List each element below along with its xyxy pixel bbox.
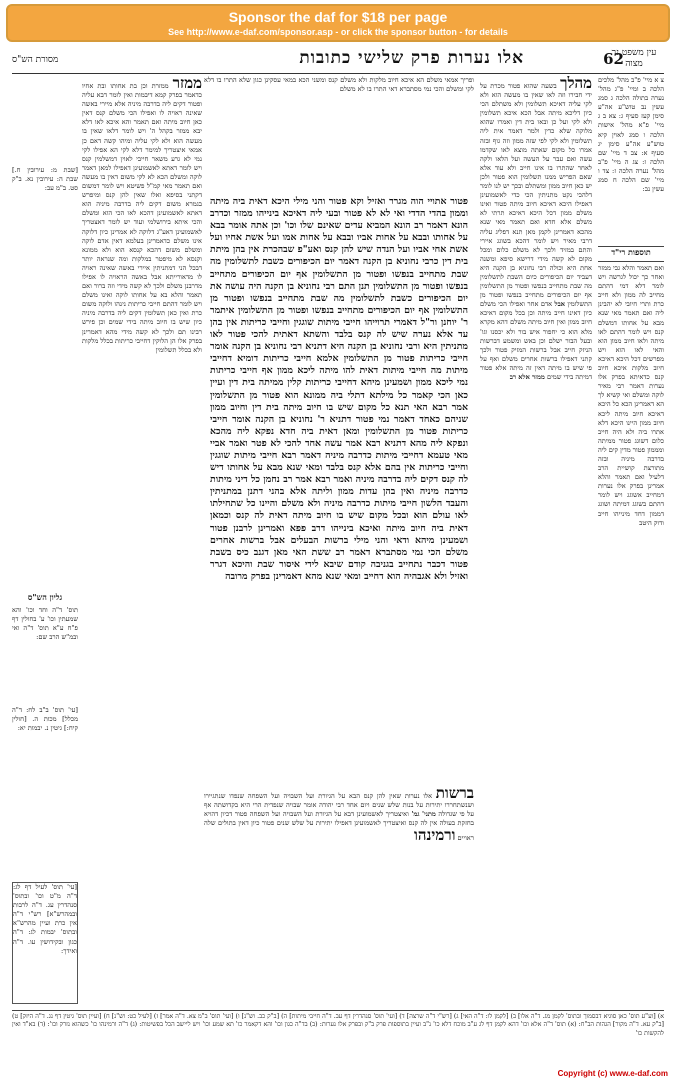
mishnah-label: מתני': [421, 810, 436, 819]
tosafot-rid-title: [598, 246, 664, 262]
talmud-page: [12, 46, 664, 1064]
copyright[interactable]: Copyright (c) www.e-daf.com: [557, 1069, 668, 1078]
gilyon-title-text: גליון הש"ס: [27, 592, 63, 602]
gemara-text2: ואיצטריך לאשמועינן דבא על הגיורת ועל השבויה ועל השפחה פטור דכיון דהויא בחזקת בעולה אין לה קנס ואיצטריך לאשמועינן דאפילו יתירות על שלש שנים פטור כיון דאין בתולים שלה ראויים: [204, 810, 474, 843]
tosafot-rid-column: [598, 264, 664, 1006]
gilyon-title: [12, 592, 78, 604]
tosafot-lead-word: ממזר: [172, 76, 202, 92]
tosafot-text: ממזרת וכן בת אחותו ובת אחיו כדאמר בפרק קמא דיבמות ואין לומר דבא עליה ופטור דקים ליה בדרבה מיניה אלא מיירי באשה שאינה ראויה לו ואפילו הכי משלם קנס דאין כאן חיוב מיתה ואם תאמר והא איכא לאו דלא יבא ממזר בקהל ה' ויש לומר דלאו שאין בו מעשה הוא ולא לקי עליה ומיהו קשה דאם כן אמאי איצטריך למימר דלא לקי הא אפילו לקי נמי לא גרע משאר חייבי לאוין דמשלמין קנס ויש לומר דאתא לאשמועינן דאפילו למאן דאמר לוקה ומשלם הכא לא לקי משום דאין בו מעשה ואם תאמר מאי קמ"ל פשיטא ויש לומר דמשום דקתני בסיפא ואלו שאין להן קנס ומיפרש בגמרא משום דקים ליה בדרבה מיניה הוא דאתא לאשמועינן דהכא לאו הכי הוא ומשלם והכי איתא בירושלמי ועוד יש לומר דאצטריך לאשמועינן דאע"ג דלוקה לא אמרינן כיון דלוקה אינו משלם כדאמרינן בעלמא דאין אדם לוקה ומשלם משום דהכא קנסא הוא ולא ממונא וקנסא לא מיפטר במלקות ומה שנראה יותר דבכל הני דמתניתין איירי באשה שאינה ראויה לו מדאורייתא אבל באשה הראויה לו אפילו מדרבנן משלם ולכך לא קשה מידי וזה ברור ואם תאמר והלא בא על אחותו לוקה ואינו משלם ויש לומר דהתם חייבי כריתות נינהו ולוקה משום כרת ואין כאן תשלומין דקים ליה בדרבה מיניה כיון שיש בו חיוב מיתה בידי שמים וכן פירש רבינו תם ולכך לא קשה מידי מהא דאמרינן בפרק אלו הן הלוקין דחייבי כריתות בכלל מלקות ולא בכלל תשלומין: [82, 82, 202, 354]
rashi-box3-label: אלא: [518, 373, 530, 381]
header-rule: [12, 73, 664, 74]
rashi-lead-word: מהלך: [560, 76, 592, 92]
ein-mishpat-column: [598, 76, 664, 240]
mesorah-notes: [שבת מ: עירובין ח.] שבת ה: עירובין נא. ב"ק סט. ב"מ עב:: [12, 166, 78, 193]
tosafot-column: [82, 76, 202, 1006]
tosafot-lead3: ורמינהו: [414, 826, 456, 845]
gemara-text: פטור אתויי הוה מגרר ואזיל וקא פטור והני מילי היכא דאית ביה מיתה וממון בהדי הדדי ואי לא לא פטור ובעי ליה דאיכא בינייהו ממזר וכדרב הונא דאמר רב הונא המביא עדים שאינם שלו וכו' וכן אתה אומר בבא על אחותו ובבא על אחות אביו ובבא על אחות אמו ועל אשת אחיו ועל אשת אחי אביו ועל הנדה שיש להן קנס ואע"פ שבהכרת אין בהן מיתת בית דין כרבי נחוניא בן הקנה דאמר יום הכיפורים כשבת לתשלומין מה שבת מתחייב בנפשו ופטור מן התשלומין אף יום הכיפורים מתחייב בנפשו ופטור מן התשלומין תנן התם רבי נחוניא בן הקנה היה עושה את יום הכיפורים כשבת לתשלומין מה שבת מתחייב בנפשו ופטור מן התשלומין אף יום הכיפורים מתחייב בנפשו ופטור מן התשלומין איתמר ר' יוחנן ור"ל דאמרי תרוייהו חייבי מיתות שוגגין וחייבי כריתות אין בהן עד אלא נערה שיש לה קנס בלבד והשתא דאתית להכי פטור לאו מתניתין היא ורבי נחוניא בן הקנה היא דתניא רבי נחוניא בן הקנה אומר חייבי כריתות פטור מן התשלומין אלמא חייבי כריתות דומיא דחייבי מיתות מה חייבי מיתות דאית להו מיתה ליכא ממון אף חייבי כריתות נמי ליכא ממון ושמעינן מיהא דחייבי כריתות קלין ממיתה בית דין ועיין כאן הכי קאמר כל מילתא דתלי ביה ממונא הוא פטור מן התשלומין אמר רבא האי תנא כל מקום שיש בו חיוב מיתה בית דין וחיוב ממון שניהם כאחד דאמר נמי פטור דתניא ר' נחוניא בן הקנה אומר חייבי כריתות פטור מן התשלומין ומאן דאית ביה חדא נפקא ליה מהכא ונפקא ליה מהא דתניא רבא אמר עשה אחד להכי לא פטר ואמר אביי מאי טעמא דחייבי מיתות כדרבה מיניה דאמר רבא חייבי מיתות שוגגין וחייבי כריתות אין בהם אלא קנס בלבד ומאי שנא מבא על אחותו דיש לה קנס דקים ליה בדרבה מיניה ואמר רבא אמר רב נחמן כל דיני מיתות כדרבה מיניה ואין בהן עדות ממון וליתה אלא בהני דתנן במתניתין והעבד הלשון חייבי מיתות כדרבה מיניה ולא משלם והיינו כל שתחילתו לאו עולם הוא ובכל מקום שיש בו חיוב מיתה דאית לה קנס וכמאן דאית ביה חיוב מיתה ואיכא בינייהו דרב פפא ואמרינן לרבנן פטור ושמעינן מיהא ודאי והני מילי ברשות הבעלים אבל ברשות אחרים משלם הכי נמי מסתברא דאמר רב ששת האי מאן דגנב כיס בשבת פטור דכבר נתחייב בגניבה קודם שיבא לידי איסור שבת והיכא דגרר ואזיל ולא אגבהיה הוא דחייב ומאי שנא מהא דאמרינן בפרק מרובה: [210, 196, 468, 582]
footnotes-text: א) [וע"ע תוס' כאן סוגיא דבסמוך ובתוס' לקמן מג. ד"ה אלו] ב) [לקמן לו: ד"ה האי] ג) [רש"י ד"ה שרצה] ד) [ועי' תוס' סנהדרין דף עב. ד"ה חייבי מיתות] ה) [ב"ק כב. וש"נ] ו) [ועי' תוס' ב"מ צא. ד"ה אמר] ז) [לעיל כט: וש"נ] ח) [ועיין תוס' גיטין דף נג. ד"ה היזק] ט) [ב"ק עא. ד"ה מקור] הגהות הב"ח: (א) תוס' ד"ה אלא וכו' דהא לקמן דף לג ע"ב מוכח דלא כו' נ"ב ועיין בתוספות פרק ב"ק ובפרק אלו נערות: (ב) בד"ה כגון וכו' והא דקאמר כו' תא שמע וכו' ויש ליישב הכל בפשיטות: (ג) ד"ה ורמינהו כו' כשהוא נזרק וכו': (ד) בא"ד ואין להקשות כו': [12, 1013, 664, 1037]
rashi-box2-label: ממזר: [531, 373, 545, 381]
mesorah-heading: מסורת הש"ס: [12, 55, 59, 65]
rashi-text-repeat: אדם אחר ואפילו הכי משלם כיון דאינו חייב מיתה וכן בכל מקום דאיכא חיוב ממון ואין חיוב מיתה משלם דהא מקרא מלא הוא כי יחפור איש בור ולא יכסנו וגו' ובעל הבור ישלם וכן באש ומשמע דברשות הניזק חייב אבל ברשות המזיק פטור ולכך קתני דאפילו ברשות אחרים משלם ואף על פי שיש בו מיתה דאין זה מיתה אלא פטור דמיתה בידי שמים: [480, 300, 592, 381]
ein-mishpat-heading: עין משפט נר מצוה: [611, 48, 657, 69]
rashi-column: [480, 76, 592, 1006]
rashi-box4-label: רב: [509, 373, 517, 381]
gemara-top-commentary-text: ופריך אמאי משלם הא איכא חיוב מלקות ולא משלם קנס ומשני הכא במאי עסקינן כגון שלא התרו בו דלא לקי ומשלם והכי נמי מסתברא דאי התרו בו לא משלם: [204, 76, 474, 94]
rashi-box-label: אבל: [554, 300, 565, 309]
rashi-text: בשעה שהוא פטור מכרת על ידי חבירו וזה לאו שאין בו מעשה הוא ולא לקי עליה דאיכא תשלומין ולא משתלם הכי כיון דליכא מיתה אבל הכא איכא תשלומין ולא לקי ועל כן ובאו בית דין ואמרו שהוא מלוקה שלא כדין ולמר דאמר אית ליה תשלומין ולא לקי לפי שזה ממון וזה גוף ובזה אמרו כל מקום שאתה מוצא לאו שקדמו עשה ואם עבר על העשה ועל הלאו ולקה לאחר שהתרו בו אינו חייב ולא עוד אלא שאם הפריש ממנו תשלומין הוא פטור ולכן יש כאן חיוב ממון ומשתלם ובכך יש לנו לומר דלהכי נקט מתניתין הכי כדי לאשמועינן דאפילו היכא דאיכא חיוב מיתה פטור ואינו משלם ממון דכל היכא דאיכא תרתי לא משלם אלא חדא ואם תאמר מאי שנא מהכא דאמרינן לקמן מאן תנא דפליג עליה דרבי מאיר ויש לומר דהכא בשוגג איירי והתם במזיד ולכך לא משלם כלום ומכל מקום לא קשה מידי דרישא סיפא ומשנה אחת היא וכולה רבי נחוניא בן הקנה היא דעביד יום הכיפורים כיום השבת לתשלומין מה שבת מתחייב בנפשו ופטור מן התשלומין אף יום הכיפורים מתחייב בנפשו ופטור מן התשלומין: [480, 82, 592, 309]
gilyon-column: [12, 606, 78, 676]
gemara-column: [210, 196, 468, 782]
mishnah-text: אלו נערות שאין להן קנס הבא על הגיורת ועל השבויה ועל השפחה שנפדו שנתגיירו ושנשתחררו יתירות על בנות שלש שנים ויום אחד רבי יהודה אומר שבויה שנפדית הרי היא בקדושתה אף על פי שגדולה: [204, 792, 474, 819]
sponsor-title[interactable]: Sponsor the daf for $18 per page: [228, 9, 448, 25]
tosafot-lead2: ברשות: [435, 786, 474, 802]
lower-notes: [עי' תוס' ב"ב לח: ד"ה מכלל] מכות ה. [חולין קיח:] גיטין נ. יבמות יא:: [12, 706, 78, 733]
page-number: 62: [603, 50, 624, 68]
footnotes: [12, 1010, 664, 1057]
tosafot-rid-text: ואם תאמר והלא גבי ממזר ואחר כך יכול לגרשה ויש לומר דלא דמי דהתם מחייב לה ממון ולא חייב כרת ותרי חיובי לא יהבינן ליה ואם תאמר מאי שנא מבא על אחותו דמשלם קנס ויש לומר דהתם לאו מיתה ולאו חיוב ממון הוא והאי לאו הוא ויש מפרשים דכל היכא דאיכא חיוב מלקות איכא חיוב קנס כדאיתא בפרק אלו נערות דאמר רבי מאיר לוקה ומשלם ואי קשיא לך הא דאמרינן הכא כל היכא דאיכא חיוב מיתה ליכא חיוב ממון היינו היכא דלא אתרו ביה ולא היה חייב כלום דשוגג פטור ממיתה ומממון פטור מדין קים ליה בדרבה מיניה ובזה מתורצת קושיית הרב דלעיל ואם תאמר והלא אמרינן בפרק אלו נערות דמחייב אשוגג ויש לומר דהתם בשוגג דמיתה ושוגג דממון דחד מינייהו חייב ודוק היטב: [598, 264, 664, 527]
page-header: [12, 46, 664, 72]
page-title: אלו נערות פרק שלישי כתובות: [299, 48, 524, 68]
gemara-label: גמ': [411, 810, 420, 819]
tosafot-rid-title-text: תוספות רי"ד: [611, 247, 651, 257]
sponsor-subtitle: See http://www.e-daf.com/sponsor.asp - or click the sponsor button - for details: [168, 27, 508, 37]
lower-notes-column: [12, 706, 78, 866]
ein-mishpat-text: צ א מיי' פ"ב מהל' מלכים הלכה ב ומיי' פ"ג מהל' נערה בתולה הלכה ג סמג עשין נב טוש"ע אה"ע סימן קעז סעיף ג: צא ב ג מיי' פ"א מהל' אישות הלכה ו סמג לאוין קיא טוש"ע אה"ע סימן יג סעיף א: צב ד מיי' שם הלכה ז: צג ה מיי' פ"ב מהל' נערה הלכה ז: צד ו מיי' שם הלכה ח סמג עשין נב:: [598, 76, 664, 194]
boxed-note: [12, 882, 78, 1004]
mesorah-column: [12, 166, 78, 366]
boxed-note-text: [עי' תוס' לעיל דף לג: ד"ה מ"ט וכו' ובתוס' סנהדרין עג. ד"ה לרבות ובמהרש"א] רש"י ד"ה אין כרת ועיין מהרש"א ובתוס' יבמות לג: ד"ה כגון ובקידושין עו. ד"ה ואידך:: [13, 883, 77, 955]
gemara-top-commentary: [204, 76, 474, 192]
mishnah-block: [204, 786, 474, 1006]
gilyon-text: תוס' ד"ה וחד וכו' והא שמעתין וכו' ע' בחולין דף פ"ח ע"א תוס' ד"ה ואי ובמ"ש הרב שם:: [12, 606, 78, 642]
sponsor-banner[interactable]: [6, 4, 670, 42]
